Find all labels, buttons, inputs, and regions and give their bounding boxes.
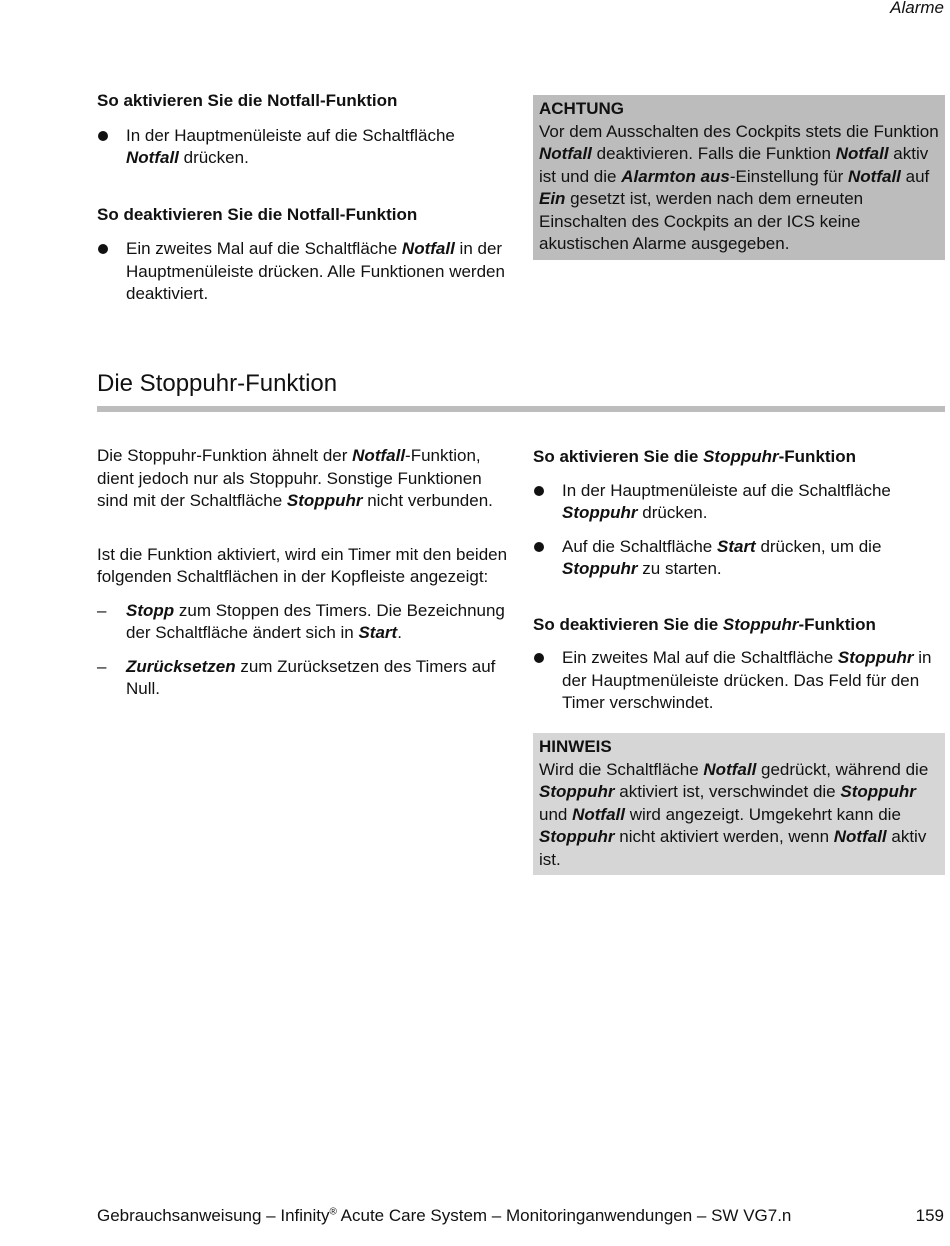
list-item: In der Hauptmenüleiste auf die Schaltfläche Notfall drücken. xyxy=(97,125,512,170)
list-item: Ein zweites Mal auf die Schaltfläche Notfall in der Hauptmenüleiste drücken. Alle Funktionen werden deaktiviert. xyxy=(97,238,512,306)
deactivate-notfall-steps xyxy=(97,238,512,306)
notfall-instructions xyxy=(97,90,512,306)
list-item: Ein zweites Mal auf die Schaltfläche Stoppuhr in der Hauptmenüleiste drücken. Das Feld für den Timer verschwindet. xyxy=(533,647,945,715)
list-item: – Zurücksetzen zum Zurücksetzen des Timers auf Null. xyxy=(97,656,496,698)
bullet-icon xyxy=(98,131,108,141)
stoppuhr-instructions xyxy=(533,446,945,715)
caution-text: Vor dem Ausschalten des Cockpits stets die Funktion Notfall deaktivieren. Falls die Funktion Notfall aktiv ist und die Alarmton aus-Einstellung für Notfall auf Ein gesetzt ist, werden nach dem erneuten Einschalten des Cockpits an der ICS keine akustischen Alarme ausgegeben. xyxy=(539,121,939,253)
running-header: Alarme xyxy=(890,0,944,17)
deactivate-notfall-heading: So deaktivieren Sie die Notfall-Funktion xyxy=(97,204,418,224)
list-item: In der Hauptmenüleiste auf die Schaltfläche Stoppuhr drücken. xyxy=(533,480,945,525)
bullet-icon xyxy=(98,244,108,254)
activate-stoppuhr-steps xyxy=(533,480,945,581)
caution-title: ACHTUNG xyxy=(539,99,624,118)
activate-notfall-steps xyxy=(97,125,512,170)
list-item: Auf die Schaltfläche Start drücken, um die Stoppuhr zu starten. xyxy=(533,536,945,581)
stoppuhr-description xyxy=(97,445,512,712)
caution-box xyxy=(533,95,945,260)
bullet-icon xyxy=(534,653,544,663)
intro-paragraph: Die Stoppuhr-Funktion ähnelt der Notfall-Funktion, dient jedoch nur als Stoppuhr. Sonstige Funktionen sind mit der Schaltfläche Stoppuhr nicht verbunden. xyxy=(97,446,493,510)
note-text: Wird die Schaltfläche Notfall gedrückt, während die Stoppuhr aktiviert ist, verschwindet die Stoppuhr und Notfall wird angezeigt. Umgekehrt kann die Stoppuhr nicht aktiviert werden, wenn Notfall aktiv ist. xyxy=(539,759,929,869)
page-number: 159 xyxy=(915,1206,944,1225)
list-item: – Stopp zum Stoppen des Timers. Die Bezeichnung der Schaltfläche ändert sich in Start. xyxy=(97,600,505,642)
section-divider xyxy=(97,406,945,412)
timer-buttons-list xyxy=(97,600,512,701)
section-title: Die Stoppuhr-Funktion xyxy=(97,370,338,397)
deactivate-stoppuhr-steps xyxy=(533,647,945,715)
bullet-icon xyxy=(534,486,544,496)
activate-notfall-heading: So aktivieren Sie die Notfall-Funktion xyxy=(97,91,398,110)
footer-title: Gebrauchsanweisung – Infinity® Acute Care System – Monitoringanwendungen – SW VG7.n xyxy=(97,1206,792,1225)
activate-stoppuhr-heading: So aktivieren Sie die Stoppuhr-Funktion xyxy=(533,447,857,466)
note-title: HINWEIS xyxy=(539,737,612,756)
bullet-icon xyxy=(534,542,544,552)
note-box xyxy=(533,733,945,875)
timer-paragraph: Ist die Funktion aktiviert, wird ein Timer mit den beiden folgenden Schaltflächen in der Kopfleiste angezeigt: xyxy=(97,544,508,586)
deactivate-stoppuhr-heading: So deaktivieren Sie die Stoppuhr-Funktion xyxy=(533,614,876,634)
